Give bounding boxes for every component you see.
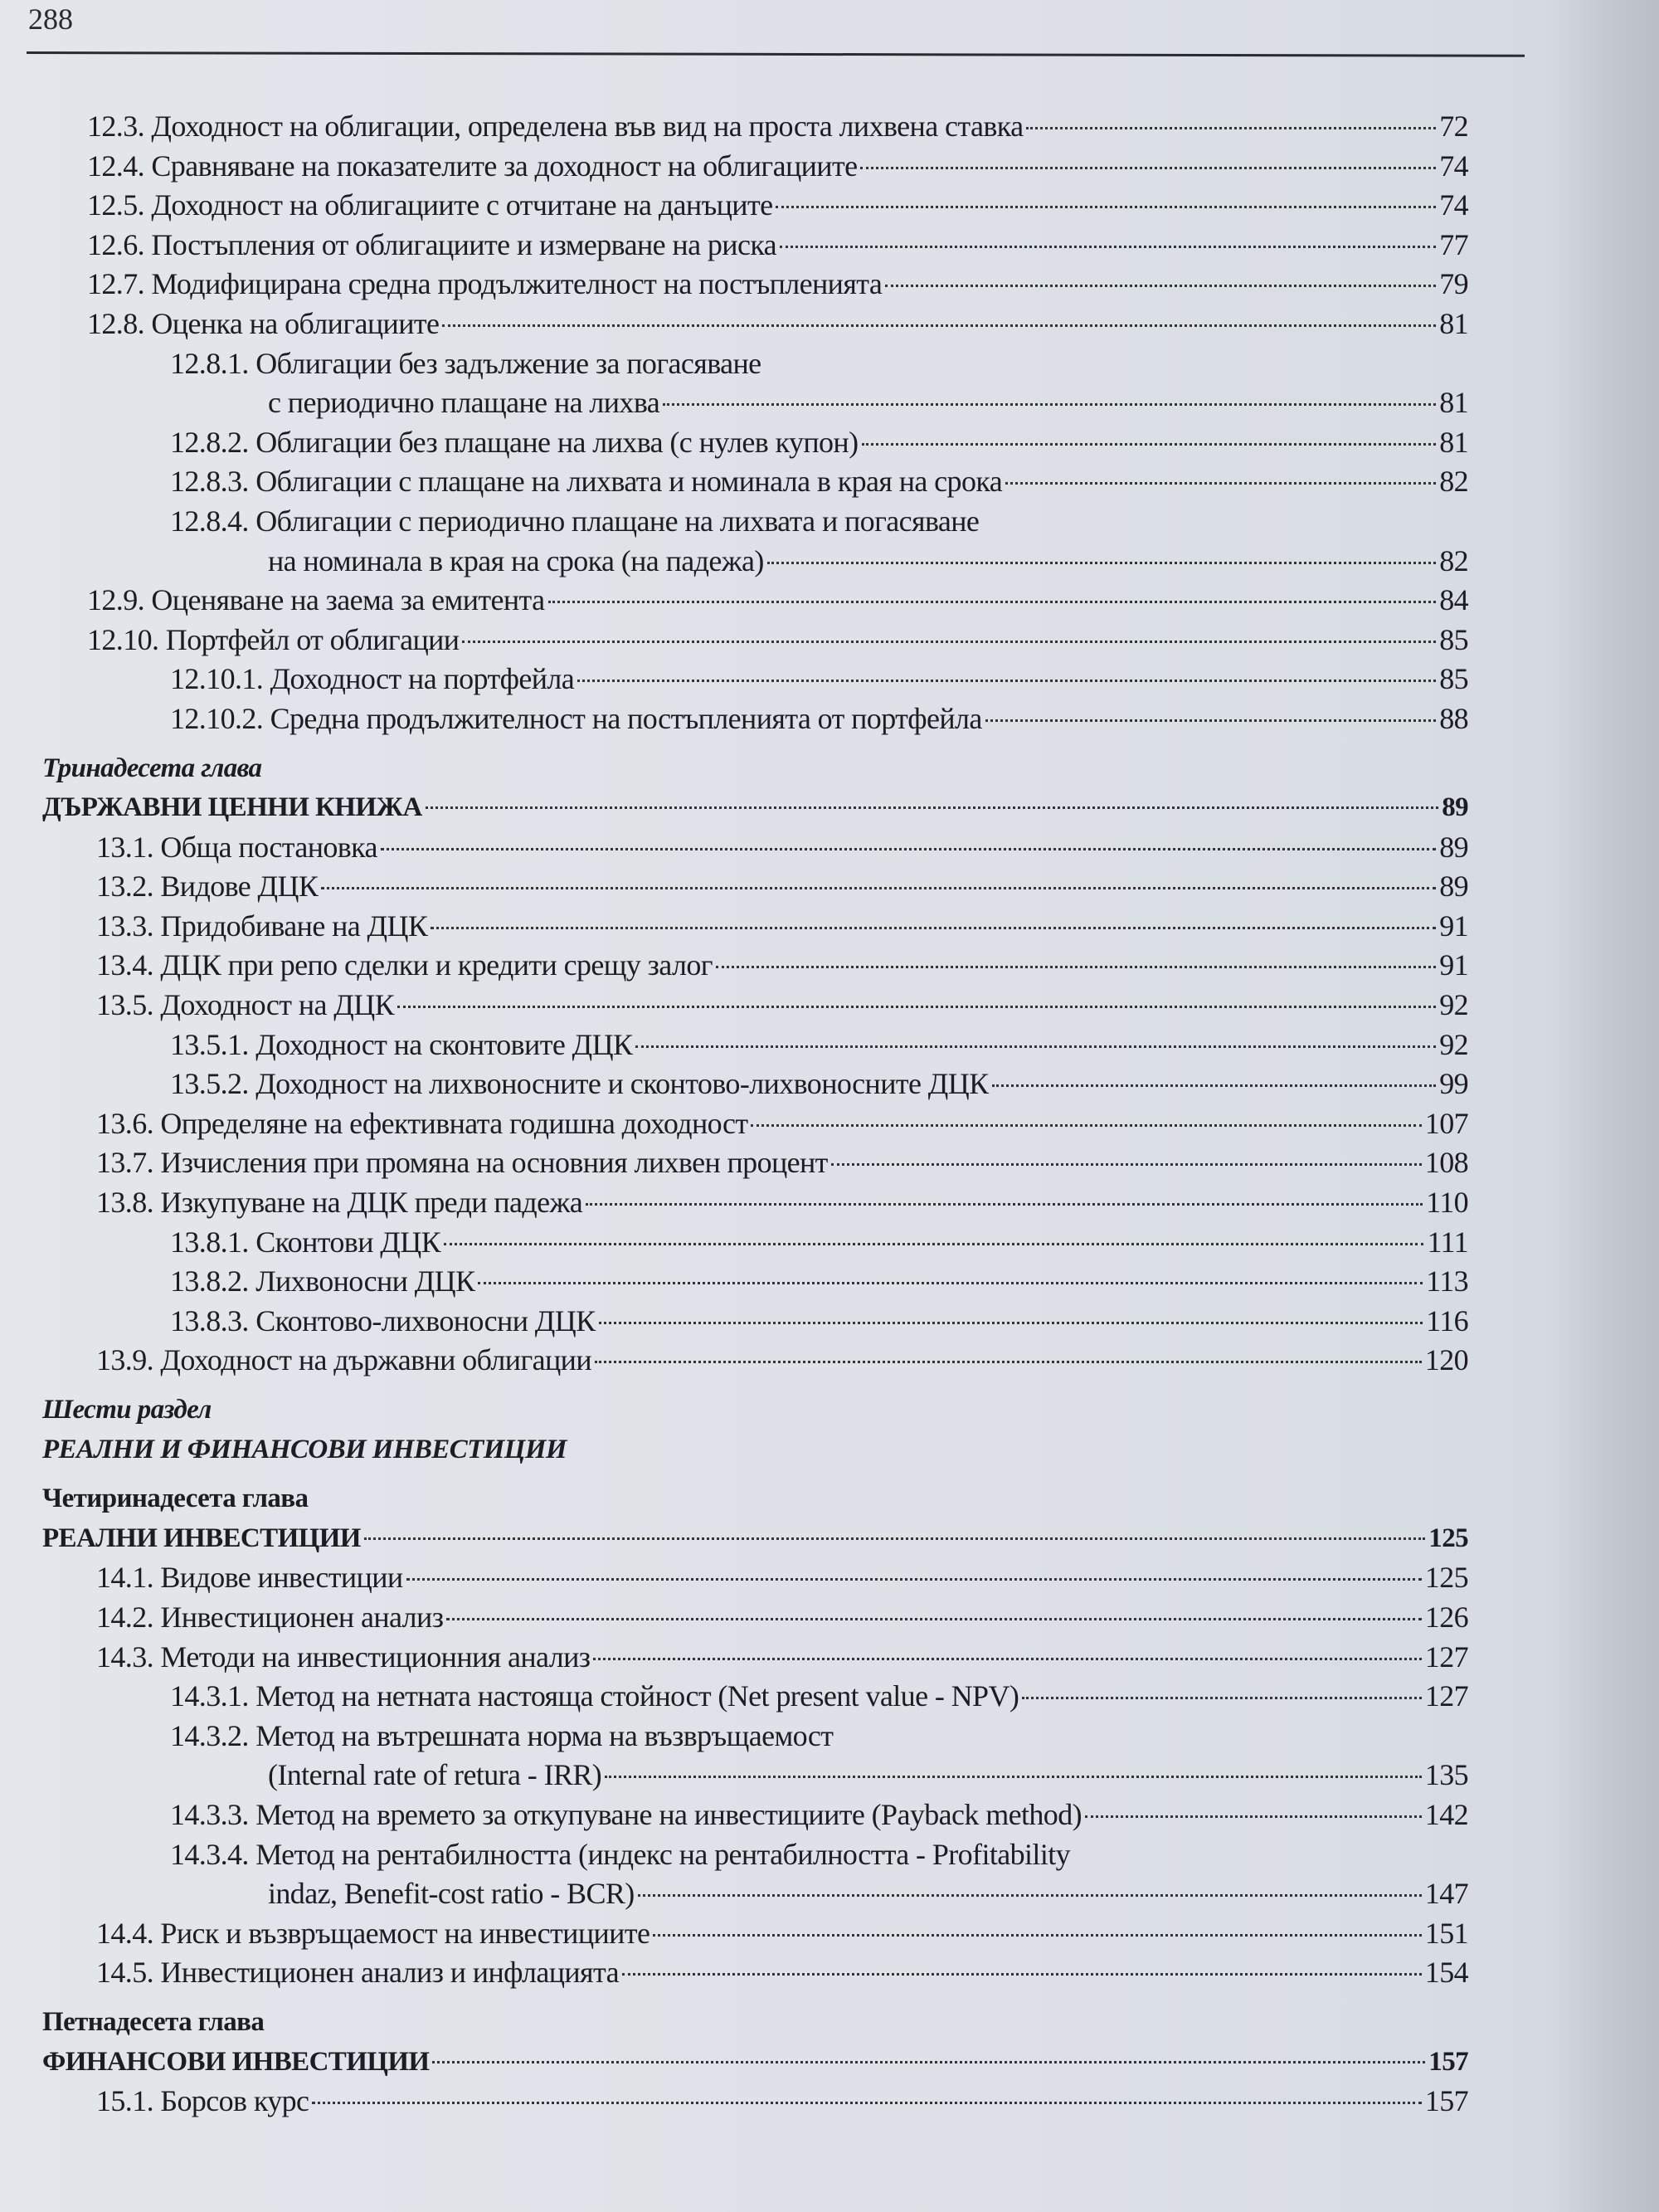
entry-page-number: 79 xyxy=(1439,267,1468,301)
toc-entry xyxy=(0,1143,1468,1183)
dot-leader xyxy=(992,1084,1437,1087)
entry-title: 12.8. Оценка на облигациите xyxy=(87,306,440,340)
entry-page-number: 82 xyxy=(1439,543,1468,577)
toc-entry xyxy=(0,107,1468,147)
entry-page-number: 91 xyxy=(1439,948,1468,982)
dot-leader xyxy=(885,285,1436,287)
toc-entry xyxy=(0,1065,1468,1104)
chapter-label-text: Петнадесета глава xyxy=(42,2006,265,2037)
entry-title-continuation: с периодично плащане на лихва xyxy=(268,386,660,420)
dot-leader xyxy=(1085,1815,1422,1818)
dot-leader xyxy=(426,806,1439,809)
entry-title: 14.3.1. Метод на нетната настояща стойност (Net present value - NPV) xyxy=(170,1679,1019,1713)
chapter-page-number: 89 xyxy=(1442,792,1468,823)
entry-title: 14.4. Риск и възвръщаемост на инвестициите xyxy=(96,1916,650,1950)
toc-entry xyxy=(0,946,1468,986)
dot-leader xyxy=(862,443,1437,446)
toc-entry xyxy=(0,1026,1468,1065)
toc-entry xyxy=(0,344,1468,384)
chapter-label xyxy=(0,2003,1468,2043)
header-rule xyxy=(27,51,1525,57)
chapter-label-text: Шести раздел xyxy=(42,1395,212,1425)
chapter-page-number: 157 xyxy=(1428,2046,1468,2077)
dot-leader xyxy=(446,1618,1421,1620)
entry-page-number: 74 xyxy=(1439,188,1468,222)
toc-entry xyxy=(0,305,1468,344)
toc-entry xyxy=(0,1677,1468,1717)
entry-title: 12.9. Оценяване на заема за емитента xyxy=(87,583,545,617)
entry-title: 13.2. Видове ДЦК xyxy=(96,870,319,904)
dot-leader xyxy=(321,887,1436,889)
entry-page-number: 154 xyxy=(1424,1956,1468,1990)
toc-entry xyxy=(0,1598,1468,1638)
toc-entry xyxy=(0,1953,1468,1993)
toc-entry xyxy=(0,1302,1468,1342)
entry-page-number: 151 xyxy=(1424,1916,1468,1950)
dot-leader xyxy=(663,403,1436,406)
entry-page-number: 82 xyxy=(1439,465,1468,499)
chapter-title xyxy=(0,1519,1468,1559)
entry-title: 14.2. Инвестиционен анализ xyxy=(96,1600,444,1634)
toc-entry xyxy=(0,186,1468,226)
toc-entry xyxy=(0,1183,1468,1223)
entry-page-number: 116 xyxy=(1426,1303,1468,1337)
dot-leader xyxy=(985,719,1436,722)
entry-page-number: 74 xyxy=(1439,149,1468,183)
entry-page-number: 89 xyxy=(1439,830,1468,864)
entry-title: 12.7. Модифицирана средна продължителност на постъпленията xyxy=(87,267,883,301)
dot-leader xyxy=(1026,127,1436,129)
entry-title: 13.8.3. Сконтово-лихвоносни ДЦК xyxy=(170,1303,596,1337)
chapter-title xyxy=(0,2043,1468,2083)
entry-title: 13.5.2. Доходност на лихвоносните и сконтово-лихвоносните ДЦК xyxy=(170,1067,989,1101)
entry-page-number: 125 xyxy=(1424,1561,1468,1595)
entry-page-number: 85 xyxy=(1439,622,1468,656)
entry-page-number: 99 xyxy=(1439,1067,1468,1101)
chapter-title xyxy=(0,1430,1468,1470)
entry-page-number: 126 xyxy=(1424,1600,1468,1634)
chapter-title-text: ДЪРЖАВНИ ЦЕННИ КНИЖА xyxy=(42,792,422,823)
dot-leader xyxy=(622,1973,1422,1976)
dot-leader xyxy=(1005,482,1436,485)
entry-page-number: 81 xyxy=(1439,386,1468,420)
dot-leader xyxy=(638,1894,1422,1897)
chapter-label-text: Четиринадесета глава xyxy=(42,1484,309,1514)
entry-page-number: 111 xyxy=(1427,1225,1468,1259)
toc-entry xyxy=(0,907,1468,947)
entry-title: 13.4. ДЦК при репо сделки и кредити срещу залог xyxy=(96,948,713,982)
dot-leader xyxy=(716,966,1436,968)
entry-title: 13.7. Изчисления при промяна на основния лихвен процент xyxy=(96,1146,828,1180)
entry-page-number: 127 xyxy=(1424,1679,1468,1713)
toc-entry xyxy=(0,660,1468,699)
dot-leader xyxy=(776,206,1436,208)
chapter-label xyxy=(0,749,1468,789)
entry-title: 12.4. Сравняване на показателите за доходност на облигациите xyxy=(87,149,858,183)
entry-page-number: 84 xyxy=(1439,583,1468,617)
entry-title: 12.6. Постъпления от облигациите и измерване на риска xyxy=(87,227,777,261)
dot-leader xyxy=(767,562,1436,564)
toc-entry xyxy=(0,828,1468,868)
toc-entry xyxy=(0,1914,1468,1954)
entry-title: 12.10. Портфейл от облигации xyxy=(87,622,460,656)
entry-title: 12.8.3. Облигации с плащане на лихвата и номинала в края на срока xyxy=(170,465,1003,499)
dot-leader xyxy=(577,680,1436,682)
entry-page-number: 157 xyxy=(1424,2084,1468,2118)
dot-leader xyxy=(442,324,1436,327)
entry-title: 12.8.4. Облигации с периодично плащане на лихвата и погасяване xyxy=(170,504,980,538)
chapter-title-text: РЕАЛНИ ИНВЕСТИЦИИ xyxy=(42,1523,361,1553)
dot-leader xyxy=(1022,1697,1422,1699)
entry-page-number: 113 xyxy=(1426,1264,1468,1298)
chapter-label xyxy=(0,1391,1468,1430)
entry-title: 14.3.3. Метод на времето за откупуване на инвестициите (Payback method) xyxy=(170,1797,1082,1831)
dot-leader xyxy=(431,927,1436,929)
toc-entry xyxy=(0,699,1468,739)
dot-leader xyxy=(406,1578,1422,1581)
page-number: 288 xyxy=(28,2,73,36)
dot-leader xyxy=(635,1045,1436,1048)
toc-entry xyxy=(0,462,1468,502)
toc-entry xyxy=(0,867,1468,907)
toc-entry xyxy=(0,423,1468,463)
entry-title-continuation: indaz, Benefit-cost ratio - BCR) xyxy=(268,1877,635,1911)
dot-leader xyxy=(593,1658,1421,1660)
dot-leader xyxy=(653,1934,1421,1937)
entry-page-number: 92 xyxy=(1439,1027,1468,1061)
dot-leader xyxy=(860,167,1436,169)
toc-entry xyxy=(0,1341,1468,1381)
dot-leader xyxy=(548,601,1437,603)
entry-title: 12.5. Доходност на облигациите с отчитане на данъците xyxy=(87,188,773,222)
toc-entry-continuation xyxy=(0,1756,1468,1795)
toc-entry-continuation xyxy=(0,542,1468,582)
toc-entry xyxy=(0,226,1468,266)
chapter-page-number: 125 xyxy=(1428,1523,1468,1553)
chapter-title-text: ФИНАНСОВИ ИНВЕСТИЦИИ xyxy=(42,2046,430,2077)
chapter-title-text: РЕАЛНИ И ФИНАНСОВИ ИНВЕСТИЦИИ xyxy=(42,1434,567,1464)
chapter-label-text: Тринадесета глава xyxy=(42,753,262,783)
dot-leader xyxy=(478,1282,1423,1284)
toc-entry xyxy=(0,986,1468,1026)
toc-entry xyxy=(0,1104,1468,1144)
dot-leader xyxy=(444,1243,1423,1245)
entry-page-number: 72 xyxy=(1439,110,1468,143)
dot-leader xyxy=(586,1203,1423,1206)
entry-title: 14.3.4. Метод на рентабилността (индекс на рентабилността - Profitability xyxy=(170,1837,1071,1871)
entry-page-number: 127 xyxy=(1424,1640,1468,1674)
toc-entry xyxy=(0,1558,1468,1598)
entry-title: 15.1. Борсов курс xyxy=(96,2084,309,2118)
entry-title: 12.10.2. Средна продължителност на постъпленията от портфейла xyxy=(170,701,982,735)
table-of-contents xyxy=(0,107,1468,2122)
entry-title: 14.3. Методи на инвестиционния анализ xyxy=(96,1640,591,1674)
dot-leader xyxy=(751,1124,1421,1127)
entry-page-number: 89 xyxy=(1439,870,1468,904)
toc-entry xyxy=(0,621,1468,660)
entry-title: 14.5. Инвестиционен анализ и инфлацията xyxy=(96,1956,619,1990)
chapter-label xyxy=(0,1479,1468,1519)
dot-leader xyxy=(462,641,1436,643)
dot-leader xyxy=(599,1322,1423,1324)
entry-title: 13.8. Изкупуване на ДЦК преди падежа xyxy=(96,1186,583,1220)
dot-leader xyxy=(605,1776,1422,1778)
entry-page-number: 81 xyxy=(1439,425,1468,459)
toc-entry xyxy=(0,1638,1468,1678)
entry-page-number: 85 xyxy=(1439,662,1468,696)
entry-page-number: 77 xyxy=(1439,227,1468,261)
toc-entry xyxy=(0,1795,1468,1835)
entry-title: 13.6. Определяне на ефективната годишна доходност xyxy=(96,1106,748,1140)
entry-title: 13.8.2. Лихвоносни ДЦК xyxy=(170,1264,475,1298)
entry-title-continuation: (Internal rate of retura - IRR) xyxy=(268,1758,602,1792)
entry-page-number: 110 xyxy=(1426,1186,1468,1220)
dot-leader xyxy=(831,1163,1422,1166)
entry-title: 13.5. Доходност на ДЦК xyxy=(96,988,395,1022)
entry-title: 12.3. Доходност на облигации, определена във вид на проста лихвена ставка xyxy=(87,110,1024,143)
toc-entry xyxy=(0,1717,1468,1756)
toc-entry-continuation xyxy=(0,383,1468,423)
entry-title: 14.1. Видове инвестиции xyxy=(96,1561,403,1595)
entry-page-number: 120 xyxy=(1424,1343,1468,1377)
dot-leader xyxy=(595,1361,1422,1363)
entry-title: 12.8.2. Облигации без плащане на лихва (с нулев купон) xyxy=(170,425,859,459)
entry-page-number: 92 xyxy=(1439,988,1468,1022)
toc-entry xyxy=(0,502,1468,542)
entry-title: 14.3.2. Метод на вътрешната норма на възвръщаемост xyxy=(170,1718,834,1752)
entry-title-continuation: на номинала в края на срока (на падежа) xyxy=(268,543,764,577)
toc-entry xyxy=(0,2082,1468,2122)
dot-leader xyxy=(381,848,1436,850)
entry-title: 12.8.1. Облигации без задължение за погасяване xyxy=(170,346,761,380)
dot-leader xyxy=(432,2061,1425,2063)
entry-page-number: 91 xyxy=(1439,909,1468,943)
toc-entry xyxy=(0,265,1468,305)
dot-leader xyxy=(780,246,1436,248)
toc-entry xyxy=(0,1223,1468,1263)
entry-page-number: 107 xyxy=(1424,1106,1468,1140)
dot-leader xyxy=(312,2102,1421,2104)
toc-entry xyxy=(0,581,1468,621)
entry-title: 13.1. Обща постановка xyxy=(96,830,377,864)
entry-title: 13.8.1. Сконтови ДЦК xyxy=(170,1225,441,1259)
entry-title: 13.5.1. Доходност на сконтовите ДЦК xyxy=(170,1027,633,1061)
toc-entry xyxy=(0,147,1468,187)
entry-page-number: 142 xyxy=(1424,1797,1468,1831)
toc-entry xyxy=(0,1835,1468,1875)
dot-leader xyxy=(397,1006,1436,1008)
entry-page-number: 81 xyxy=(1439,306,1468,340)
toc-entry-continuation xyxy=(0,1874,1468,1914)
chapter-title xyxy=(0,788,1468,828)
entry-page-number: 147 xyxy=(1424,1877,1468,1911)
toc-entry xyxy=(0,1262,1468,1302)
entry-page-number: 108 xyxy=(1424,1146,1468,1180)
entry-page-number: 88 xyxy=(1439,701,1468,735)
entry-title: 12.10.1. Доходност на портфейла xyxy=(170,662,575,696)
entry-title: 13.3. Придобиване на ДЦК xyxy=(96,909,428,943)
dot-leader xyxy=(364,1537,1425,1540)
entry-page-number: 135 xyxy=(1424,1758,1468,1792)
entry-title: 13.9. Доходност на държавни облигации xyxy=(96,1343,591,1377)
